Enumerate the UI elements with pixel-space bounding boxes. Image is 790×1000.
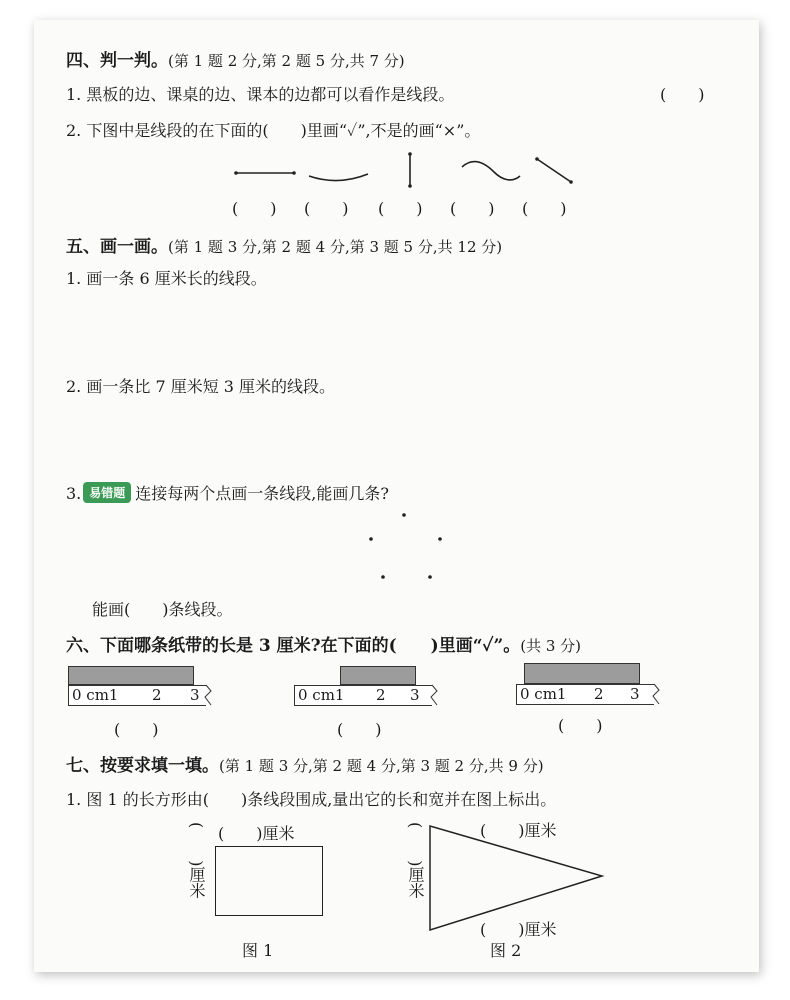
section6-score: (共 3 分) (520, 637, 582, 655)
fig2-top-label[interactable]: ( )厘米 (480, 821, 557, 840)
ruler-2-answer-paren[interactable]: ( ) (337, 720, 382, 739)
ruler-1-label: 0 cm1 (72, 686, 119, 704)
ruler-1-tick-2: 2 (152, 686, 162, 704)
section7-q1: 1. 图 1 的长方形由( )条线段围成,量出它的长和宽并在图上标出。 (66, 790, 557, 809)
section4-score: (第 1 题 2 分,第 2 题 5 分,共 7 分) (168, 52, 405, 70)
answer-paren-2[interactable]: ( ) (304, 199, 349, 218)
fig2-side-label[interactable]: ( )厘米 (406, 822, 425, 899)
section5-q3-answer: 能画( )条线段。 (92, 600, 233, 619)
fig1-caption: 图 1 (242, 941, 274, 960)
error-prone-badge: 易错题 (83, 482, 131, 503)
ruler-2-label: 0 cm1 (298, 686, 345, 704)
fig2-caption: 图 2 (490, 941, 522, 960)
fig1-top-label[interactable]: ( )厘米 (218, 824, 295, 843)
ruler-1-tick-3: 3 (190, 686, 200, 704)
ruler-3-tick-2: 2 (594, 685, 604, 703)
section5-q2: 2. 画一条比 7 厘米短 3 厘米的线段。 (66, 377, 336, 396)
section7-score: (第 1 题 3 分,第 2 题 4 分,第 3 题 2 分,共 9 分) (219, 757, 544, 775)
section6-title: 六、下面哪条纸带的长是 3 厘米?在下面的( )里画“✓”。 (66, 636, 521, 656)
section4-q1-answer-paren[interactable]: ( ) (660, 85, 705, 104)
section7-title: 七、按要求填一填。 (66, 756, 219, 776)
answer-paren-3[interactable]: ( ) (378, 199, 423, 218)
section5-title: 五、画一画。 (66, 237, 168, 257)
ruler-2-tick-2: 2 (376, 686, 386, 704)
ruler-2-tick-3: 3 (410, 686, 420, 704)
ruler-3-answer-paren[interactable]: ( ) (558, 716, 603, 735)
ruler-3-tick-3: 3 (630, 685, 640, 703)
fig2-bottom-label[interactable]: ( )厘米 (480, 920, 557, 939)
section4-q2: 2. 下图中是线段的在下面的( )里画“✓”,不是的画“×”。 (66, 121, 481, 140)
section4-title: 四、判一判。 (66, 51, 168, 71)
section5-score: (第 1 题 3 分,第 2 题 4 分,第 3 题 5 分,共 12 分) (168, 238, 503, 256)
section5-q3-number: 3. (66, 484, 82, 503)
section5-q3-text: 连接每两个点画一条线段,能画几条? (135, 484, 389, 503)
section5-q1: 1. 画一条 6 厘米长的线段。 (66, 269, 267, 288)
answer-paren-1[interactable]: ( ) (232, 199, 277, 218)
answer-paren-4[interactable]: ( ) (450, 199, 495, 218)
ruler-1-answer-paren[interactable]: ( ) (114, 720, 159, 739)
fig1-side-label[interactable]: ( )厘米 (187, 822, 206, 899)
answer-paren-5[interactable]: ( ) (522, 199, 567, 218)
ruler-3-label: 0 cm1 (520, 685, 567, 703)
section4-q1: 1. 黑板的边、课桌的边、课本的边都可以看作是线段。 (66, 85, 455, 104)
